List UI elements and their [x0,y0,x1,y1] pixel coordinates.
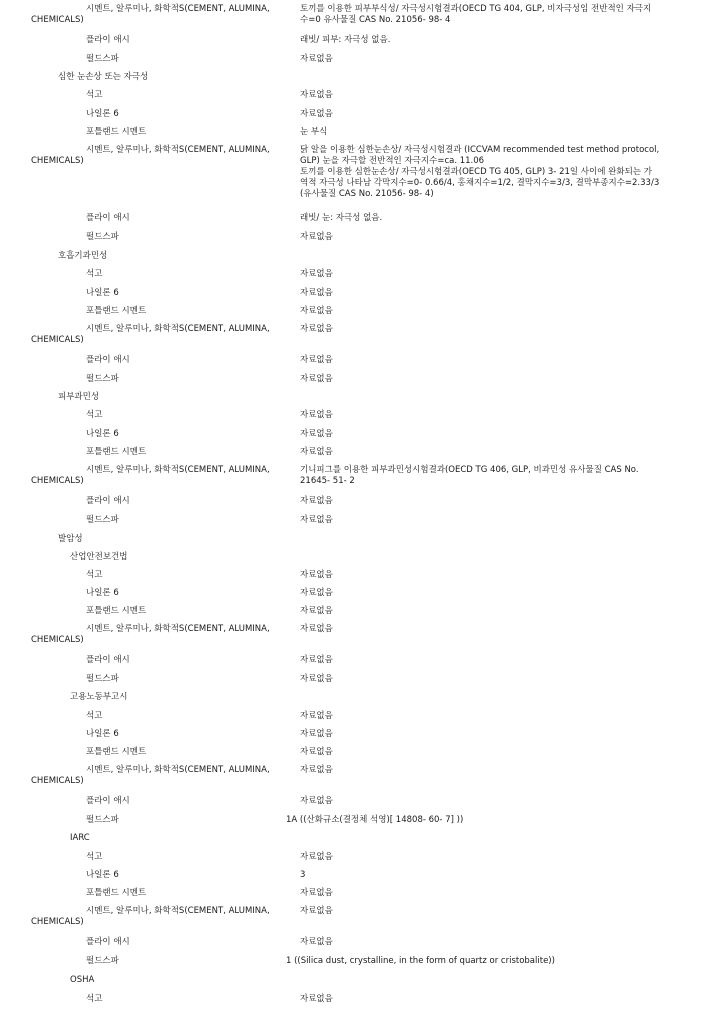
substance-name: 플라이 애시 [86,796,130,806]
substance-label [86,870,119,881]
substance-name: 시멘트, 알루미나, 화학적S(CEMENT, ALUMINA, [86,4,270,14]
substance-label [31,145,270,167]
value-line: 1A ((산화규소(결정체 석영)[ 14808- 60- 7] )) [286,815,464,825]
substance-name-continued: CHEMICALS) [31,917,84,927]
substance-label [31,465,270,487]
substance-value [300,906,692,917]
substance-value [300,465,692,487]
value-line: 자료없음 [300,515,333,525]
substance-value [300,288,692,299]
substance-name: 플라이 애시 [86,496,130,506]
substance-label [86,570,102,581]
substance-label [86,937,130,948]
substance-value [300,355,692,366]
substance-value [300,624,692,635]
value-line: 래빗/ 눈: 자극성 없음. [300,213,383,223]
value-line: 자료없음 [300,729,333,739]
value-line: 닭 알을 이용한 심한눈손상/ 자극성시험결과 (ICCVAM recommended test method protocol, [300,145,660,155]
substance-value [300,588,692,599]
substance-name: 포틀랜드 시멘트 [86,447,147,457]
value-line: 래빗/ 피부: 자극성 없음. [300,35,391,45]
value-line: 자료없음 [300,496,333,506]
substance-value [300,324,692,335]
substance-value [300,515,692,526]
value-line: 자료없음 [300,355,333,365]
value-line: 자료없음 [300,269,333,279]
substance-label [86,355,130,366]
value-line: 자료없음 [300,288,333,298]
substance-value [300,410,692,421]
substance-value [300,35,692,46]
substance-name: 플라이 애시 [86,213,130,223]
substance-value [300,145,692,200]
substance-value [286,815,706,826]
substance-value [300,429,692,440]
substance-label [86,306,146,317]
substance-value [300,796,692,807]
substance-label [86,655,130,666]
value-line: 자료없음 [300,109,333,119]
substance-label [86,54,119,65]
value-line: 자료없음 [300,994,333,1004]
substance-label [86,269,102,280]
substance-value [300,127,692,138]
substance-label [31,624,270,646]
substance-value [300,711,692,722]
substance-name: 석고 [86,711,103,721]
value-line: 자료없음 [300,570,333,580]
substance-label [86,994,102,1005]
substance-name: 나일론 6 [86,429,119,439]
substance-label [86,888,146,899]
substance-label [86,232,119,243]
value-line: 기니피그를 이용한 피부과민성시험결과(OECD TG 406, GLP, 비과민성 유사물질 CAS No. [300,465,639,475]
value-line: 수=0 유사물질 CAS No. 21056- 98- 4 [300,15,451,25]
substance-name: 포틀랜드 시멘트 [86,306,147,316]
substance-value [300,729,692,740]
substance-value [286,956,706,967]
substance-label [31,765,270,787]
substance-name: 석고 [86,269,103,279]
substance-value [300,109,692,120]
substance-name-continued: CHEMICALS) [31,156,84,166]
substance-label [86,674,119,685]
substance-name: 펄드스파 [86,54,119,64]
subsection-title: OSHA [70,975,95,985]
substance-name: 펄드스파 [86,232,119,242]
substance-value [300,90,692,101]
section-title: 피부과민성 [58,392,100,402]
value-line: 자료없음 [300,674,333,684]
substance-label [86,815,119,826]
value-line: 자료없음 [300,90,333,100]
value-line: 자료없음 [300,906,333,916]
substance-label [86,515,119,526]
substance-name: 시멘트, 알루미나, 화학적S(CEMENT, ALUMINA, [86,765,270,775]
substance-value [300,747,692,758]
value-line: 자료없음 [300,447,333,457]
substance-label [86,729,119,740]
value-line: 자료없음 [300,796,333,806]
value-line: 자료없음 [300,324,333,334]
substance-value [300,306,692,317]
value-line: 자료없음 [300,606,333,616]
substance-name-continued: CHEMICALS) [31,335,84,345]
substance-name: 시멘트, 알루미나, 화학적S(CEMENT, ALUMINA, [86,906,270,916]
substance-name: 플라이 애시 [86,655,130,665]
substance-label [86,496,130,507]
substance-label [86,956,119,967]
substance-value [300,496,692,507]
subsection-title: IARC [70,833,90,843]
substance-name: 나일론 6 [86,729,119,739]
substance-name: 석고 [86,90,103,100]
value-line: 자료없음 [300,232,333,242]
substance-value [300,269,692,280]
value-line: 자료없음 [300,711,333,721]
value-line: 자료없음 [300,54,333,64]
substance-label [86,429,119,440]
value-line: 자료없음 [300,937,333,947]
substance-label [86,796,130,807]
substance-value [300,655,692,666]
substance-label [86,127,146,138]
value-line: 1 ((Silica dust, crystalline, in the form of quartz or cristobalite)) [286,956,555,966]
substance-name: 시멘트, 알루미나, 화학적S(CEMENT, ALUMINA, [86,324,270,334]
substance-name: 플라이 애시 [86,355,130,365]
substance-name: 나일론 6 [86,870,119,880]
value-line: 자료없음 [300,306,333,316]
substance-label [86,711,102,722]
substance-value [300,888,692,899]
substance-value [300,447,692,458]
value-line: 자료없음 [300,374,333,384]
value-line: (유사물질 CAS No. 21056- 98- 4) [300,189,434,199]
substance-value [300,570,692,581]
substance-name: 펄드스파 [86,956,119,966]
value-line: 역적 자극성 나타남 각막지수=0- 0.66/4, 홍채지수=1/2, 결막지수=3/3, 결막부종지수=2.33/3 [300,178,660,188]
value-line: 눈 부식 [300,127,328,137]
substance-label [86,747,146,758]
value-line: 21645- 51- 2 [300,476,355,486]
substance-label [86,606,146,617]
substance-name: 나일론 6 [86,109,119,119]
section-title: 심한 눈손상 또는 자극성 [58,72,149,82]
substance-label [86,213,130,224]
value-line: GLP) 눈을 자극할 전반적인 자극지수=ca. 11.06 [300,156,485,166]
value-line: 자료없음 [300,765,333,775]
substance-name: 포틀랜드 시멘트 [86,888,147,898]
substance-label [86,410,102,421]
substance-label [86,447,146,458]
substance-label [31,324,270,346]
subsection-title: 고용노동부고시 [70,692,128,702]
substance-value [300,232,692,243]
substance-label [86,374,119,385]
substance-name: 펄드스파 [86,815,119,825]
substance-label [86,90,102,101]
section-title: 호흡기과민성 [58,251,108,261]
substance-name: 플라이 애시 [86,35,130,45]
substance-name: 석고 [86,410,103,420]
substance-value [300,765,692,776]
value-line: 자료없음 [300,852,333,862]
value-line: 자료없음 [300,429,333,439]
substance-name: 펄드스파 [86,515,119,525]
substance-value [300,852,692,863]
value-line: 자료없음 [300,410,333,420]
subsection-title: 산업안전보건법 [70,552,128,562]
value-line: 자료없음 [300,588,333,598]
substance-name-continued: CHEMICALS) [31,776,84,786]
substance-name: 펄드스파 [86,374,119,384]
substance-name: 나일론 6 [86,588,119,598]
value-line: 토끼를 이용한 피부부식성/ 자극성시험결과(OECD TG 404, GLP, 비자극성임 전반적인 자극지 [300,4,652,14]
substance-label [86,588,119,599]
substance-value [300,374,692,385]
substance-value [300,213,692,224]
value-line: 자료없음 [300,655,333,665]
value-line: 3 [300,870,306,880]
substance-name: 포틀랜드 시멘트 [86,606,147,616]
substance-label [86,109,119,120]
value-line: 자료없음 [300,624,333,634]
substance-value [300,994,692,1005]
substance-name: 석고 [86,994,103,1004]
substance-label [86,852,102,863]
substance-value [300,937,692,948]
section-title: 발암성 [58,534,83,544]
substance-name: 포틀랜드 시멘트 [86,747,147,757]
substance-name-continued: CHEMICALS) [31,476,84,486]
substance-label [86,35,130,46]
substance-name: 나일론 6 [86,288,119,298]
substance-name: 시멘트, 알루미나, 화학적S(CEMENT, ALUMINA, [86,465,270,475]
substance-name: 석고 [86,852,103,862]
value-line: 자료없음 [300,747,333,757]
substance-value [300,54,692,65]
value-line: 자료없음 [300,888,333,898]
substance-value [300,870,692,881]
substance-value [300,606,692,617]
substance-name-continued: CHEMICALS) [31,635,84,645]
substance-name: 시멘트, 알루미나, 화학적S(CEMENT, ALUMINA, [86,624,270,634]
substance-value [300,4,692,26]
substance-label [31,4,270,26]
substance-label [31,906,270,928]
value-line: 토끼를 이용한 심한눈손상/ 자극성시험결과(OECD TG 405, GLP) 3- 21일 사이에 완화되는 가 [300,167,652,177]
substance-label [86,288,119,299]
substance-name: 석고 [86,570,103,580]
substance-name: 플라이 애시 [86,937,130,947]
substance-name: 시멘트, 알루미나, 화학적S(CEMENT, ALUMINA, [86,145,270,155]
substance-name: 펄드스파 [86,674,119,684]
substance-name: 포틀랜드 시멘트 [86,127,147,137]
substance-value [300,674,692,685]
substance-name-continued: CHEMICALS) [31,15,84,25]
